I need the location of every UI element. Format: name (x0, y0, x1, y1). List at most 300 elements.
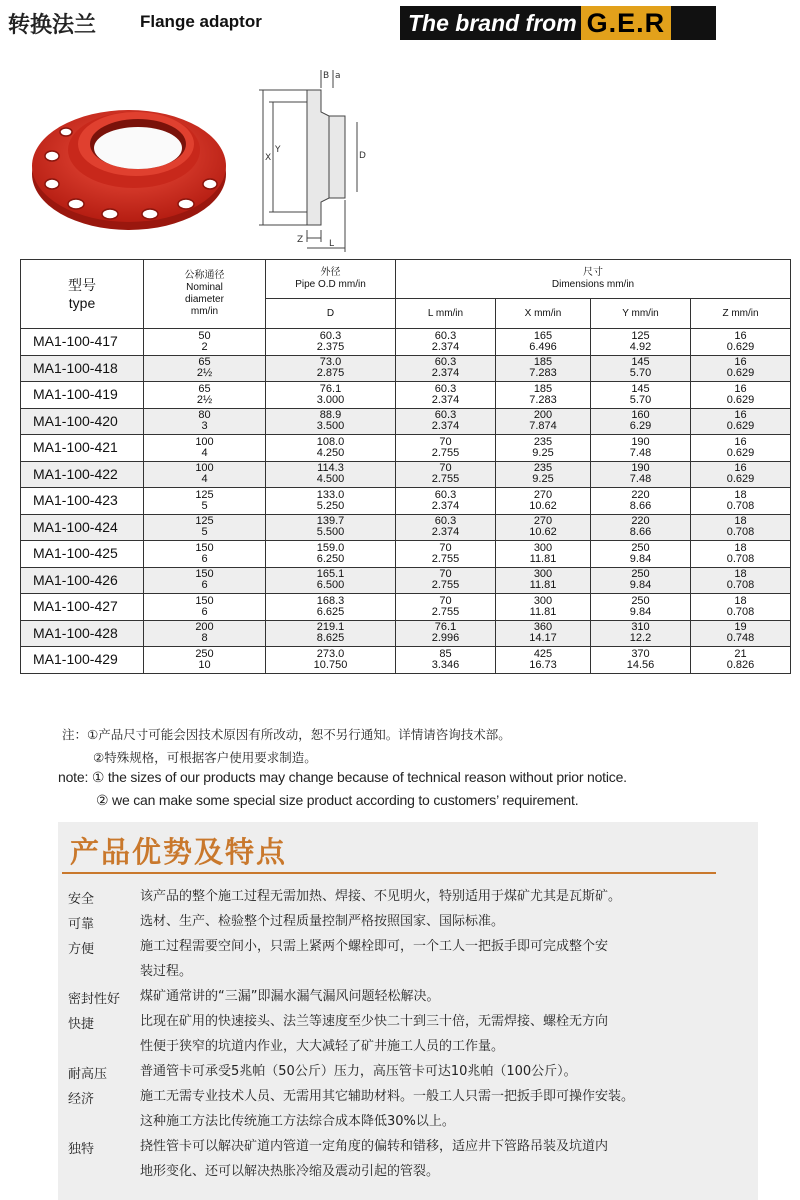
y-cell (591, 647, 691, 674)
feature-text: 比现在矿用的快速接头、法兰等速度至少快二十到三十倍，无需焊接、螺栓无方向 (140, 1014, 609, 1029)
od-cell (266, 594, 396, 621)
note-cn-2: ②特殊规格，可根据客户使用要求制造。 (93, 750, 317, 765)
dim-d-label: D (359, 151, 366, 161)
x-mm-value: 185 (533, 382, 553, 395)
x-cell (496, 647, 591, 674)
note-cn-1: 注：①产品尺寸可能会因技术原因有所改动，恕不另行通知。详情请咨询技术部。 (62, 727, 511, 742)
z-mm-value: 18 (734, 568, 747, 581)
od-mm-value: 133.0 (316, 488, 345, 501)
l-cell (396, 488, 496, 515)
feature-text: 普通管卡可承受5兆帕（50公斤）压力，高压管卡可达10兆帕（100公斤）。 (140, 1064, 577, 1079)
dim-z-label: Z (297, 235, 304, 245)
l-in-value: 3.346 (431, 658, 460, 671)
type-cell: MA1-100-418 (21, 355, 144, 382)
dim-header-cn: 尺寸 (583, 267, 603, 278)
feature-label: 快捷 (68, 1017, 95, 1032)
z-mm-value: 21 (734, 647, 747, 660)
z-cell (691, 541, 791, 568)
y-cell (591, 514, 691, 541)
x-cell (496, 408, 591, 435)
nominal-cell (144, 435, 266, 462)
feature-text: 挠性管卡可以解决矿道内管道一定角度的偏转和错移，适应井下管路吊装及坑道内 (140, 1139, 609, 1154)
l-in-value: 2.755 (431, 473, 460, 486)
nominal-in-value: 2 (201, 340, 208, 353)
y-in-value: 9.84 (629, 605, 652, 618)
y-mm-value: 190 (631, 435, 650, 448)
y-in-value: 7.48 (629, 446, 652, 459)
features-title: 产品优势及特点 (70, 835, 288, 869)
page-title-en: Flange adaptor (140, 12, 262, 31)
flange-photo (30, 86, 228, 232)
nominal-in-value: 6 (201, 605, 208, 618)
nominal-in-value: 6 (201, 579, 208, 592)
nominal-mm-value: 50 (198, 329, 211, 342)
od-cell (266, 329, 396, 356)
x-cell (496, 567, 591, 594)
table-row (21, 329, 791, 356)
feature-text: 性便于狭窄的坑道内作业，大大减轻了矿井施工人员的工作量。 (140, 1039, 505, 1054)
y-mm-value: 250 (631, 594, 650, 607)
l-mm-value: 60.3 (434, 515, 457, 528)
od-mm-value: 114.3 (317, 462, 344, 475)
l-cell (396, 647, 496, 674)
z-in-value: 0.708 (726, 579, 755, 592)
x-in-value: 7.283 (529, 367, 557, 380)
nominal-mm-value: 125 (195, 515, 214, 528)
feature-label: 可靠 (68, 917, 95, 932)
od-mm-value: 88.9 (319, 409, 342, 422)
col-d-header: D (266, 299, 396, 329)
nominal-in-value: 3 (201, 420, 208, 433)
x-cell (496, 461, 591, 488)
l-in-value: 2.374 (431, 367, 460, 380)
y-mm-value: 125 (631, 329, 650, 342)
y-in-value: 5.70 (629, 393, 652, 406)
z-cell (691, 435, 791, 462)
z-cell (691, 329, 791, 356)
y-mm-value: 250 (631, 541, 650, 554)
table-row (21, 647, 791, 674)
l-mm-value: 85 (439, 647, 452, 660)
l-cell (396, 514, 496, 541)
l-in-value: 2.755 (431, 605, 460, 618)
x-cell (496, 594, 591, 621)
nominal-cell (144, 541, 266, 568)
x-cell (496, 382, 591, 409)
y-cell (591, 329, 691, 356)
y-cell (591, 382, 691, 409)
x-cell (496, 355, 591, 382)
x-in-value: 11.81 (529, 552, 557, 565)
feature-label: 独特 (68, 1142, 95, 1157)
z-mm-value: 16 (734, 435, 747, 448)
x-cell (496, 620, 591, 647)
type-cell: MA1-100-424 (21, 514, 144, 541)
nominal-in-value: 4 (201, 446, 208, 459)
feature-text: 煤矿通常讲的“三漏”即漏水漏气漏风问题轻松解决。 (140, 989, 440, 1004)
col-y-header: Y mm/in (591, 299, 691, 329)
type-cell: MA1-100-423 (21, 488, 144, 515)
z-in-value: 0.629 (726, 446, 755, 459)
table-row (21, 594, 791, 621)
x-mm-value: 235 (533, 435, 553, 448)
y-in-value: 12.2 (629, 632, 652, 645)
dim-header-en: Dimensions mm/in (551, 279, 635, 290)
nominal-cell (144, 461, 266, 488)
y-mm-value: 220 (631, 488, 650, 501)
z-in-value: 0.708 (726, 526, 755, 539)
y-in-value: 7.48 (629, 473, 652, 486)
x-mm-value: 425 (533, 647, 553, 660)
x-in-value: 10.62 (529, 526, 557, 539)
dim-a-label: a (335, 71, 341, 81)
nominal-in-value: 10 (198, 658, 211, 671)
l-cell (396, 461, 496, 488)
z-cell (691, 594, 791, 621)
l-cell (396, 382, 496, 409)
nominal-cell (144, 620, 266, 647)
y-mm-value: 220 (631, 515, 650, 528)
y-cell (591, 408, 691, 435)
y-cell (591, 461, 691, 488)
type-cell: MA1-100-428 (21, 620, 144, 647)
feature-text: 地形变化、还可以解决热胀冷缩及震动引起的管裂。 (140, 1164, 440, 1179)
nominal-column-header (144, 260, 266, 329)
od-mm-value: 159.0 (316, 541, 345, 554)
l-in-value: 2.374 (431, 499, 460, 512)
dimensions-header (396, 260, 791, 299)
l-cell (396, 408, 496, 435)
table-row (21, 461, 791, 488)
y-mm-value: 310 (631, 621, 650, 634)
od-cell (266, 382, 396, 409)
z-mm-value: 18 (734, 594, 747, 607)
table-row (21, 541, 791, 568)
l-mm-value: 60.3 (434, 356, 457, 369)
pipe-header-cn: 外径 (320, 267, 341, 278)
y-mm-value: 250 (631, 568, 650, 581)
od-mm-value: 219.1 (316, 621, 345, 634)
od-mm-value: 108.0 (316, 435, 345, 448)
nominal-mm-value: 125 (195, 488, 214, 501)
type-cell: MA1-100-419 (21, 382, 144, 409)
z-in-value: 0.708 (726, 499, 755, 512)
type-cell: MA1-100-426 (21, 567, 144, 594)
l-in-value: 2.374 (431, 393, 460, 406)
x-mm-value: 300 (533, 541, 553, 554)
dim-l-label: L (329, 239, 335, 249)
nominal-cell (144, 355, 266, 382)
nominal-in-value: 2½ (196, 367, 213, 380)
y-cell (591, 435, 691, 462)
l-mm-value: 60.3 (434, 488, 457, 501)
table-row (21, 514, 791, 541)
l-in-value: 2.755 (431, 552, 460, 565)
z-cell (691, 647, 791, 674)
y-mm-value: 160 (631, 409, 650, 422)
z-in-value: 0.629 (726, 340, 755, 353)
y-cell (591, 620, 691, 647)
l-mm-value: 60.3 (434, 329, 457, 342)
feature-text: 这种施工方法比传统施工方法综合成本降低30%以上。 (140, 1114, 455, 1129)
type-cell: MA1-100-427 (21, 594, 144, 621)
dim-y-label: Y (275, 145, 281, 155)
od-in-value: 5.250 (316, 499, 345, 512)
z-in-value: 0.748 (726, 632, 755, 645)
od-cell (266, 488, 396, 515)
l-mm-value: 76.1 (434, 621, 457, 634)
nominal-in-value: 2½ (196, 393, 213, 406)
od-in-value: 2.375 (316, 340, 345, 353)
l-cell (396, 620, 496, 647)
feature-text: 该产品的整个施工过程无需加热、焊接、不见明火，特别适用于煤矿尤其是瓦斯矿。 (140, 889, 622, 904)
l-cell (396, 594, 496, 621)
l-mm-value: 70 (439, 568, 452, 581)
dim-x-label: X (265, 153, 272, 163)
l-mm-value: 70 (439, 435, 452, 448)
nominal-header-en1: Nominal (186, 282, 223, 293)
x-mm-value: 360 (533, 621, 553, 634)
x-in-value: 11.81 (529, 579, 557, 592)
od-mm-value: 73.0 (319, 356, 342, 369)
x-mm-value: 300 (533, 568, 553, 581)
y-cell (591, 541, 691, 568)
feature-label: 安全 (68, 892, 95, 907)
od-cell (266, 514, 396, 541)
col-z-header: Z mm/in (691, 299, 791, 329)
type-column-header (21, 260, 144, 329)
x-cell (496, 435, 591, 462)
table-row (21, 382, 791, 409)
y-in-value: 8.66 (629, 499, 652, 512)
od-cell (266, 567, 396, 594)
x-in-value: 10.62 (529, 499, 557, 512)
od-mm-value: 165.1 (316, 568, 345, 581)
z-mm-value: 18 (734, 515, 747, 528)
z-in-value: 0.826 (726, 658, 755, 671)
x-mm-value: 200 (533, 409, 553, 422)
cross-section-drawing (245, 60, 375, 255)
y-mm-value: 190 (631, 462, 650, 475)
nominal-cell (144, 408, 266, 435)
od-in-value: 8.625 (316, 632, 345, 645)
x-cell (496, 329, 591, 356)
nominal-mm-value: 150 (195, 568, 214, 581)
od-in-value: 3.000 (316, 393, 345, 406)
nominal-cell (144, 488, 266, 515)
od-mm-value: 60.3 (319, 329, 342, 342)
x-in-value: 9.25 (532, 473, 554, 486)
od-cell (266, 355, 396, 382)
dim-b-label: B (323, 71, 330, 81)
l-mm-value: 70 (439, 462, 452, 475)
x-in-value: 16.73 (529, 658, 557, 671)
nominal-mm-value: 100 (195, 435, 214, 448)
feature-label: 方便 (68, 942, 95, 957)
od-in-value: 6.625 (316, 605, 345, 618)
x-mm-value: 270 (533, 515, 553, 528)
x-in-value: 11.81 (529, 605, 557, 618)
y-in-value: 9.84 (629, 579, 652, 592)
y-in-value: 8.66 (629, 526, 652, 539)
nominal-cell (144, 567, 266, 594)
spec-table (20, 259, 791, 674)
nominal-cell (144, 647, 266, 674)
z-mm-value: 19 (734, 621, 747, 634)
y-mm-value: 145 (631, 356, 650, 369)
features-divider (62, 872, 716, 874)
nominal-cell (144, 514, 266, 541)
nominal-mm-value: 80 (198, 409, 211, 422)
note-en-1: note: ① the sizes of our products may change because of technical reason without prior notice. (58, 769, 627, 785)
z-in-value: 0.629 (726, 420, 755, 433)
feature-text: 选材、生产、检验整个过程质量控制严格按照国家、国际标准。 (140, 914, 505, 929)
brand-text: The brand from (408, 9, 577, 36)
nominal-in-value: 6 (201, 552, 208, 565)
nominal-mm-value: 150 (195, 594, 214, 607)
col-l-header: L mm/in (396, 299, 496, 329)
nominal-in-value: 5 (201, 499, 208, 512)
nominal-mm-value: 100 (195, 462, 214, 475)
table-row (21, 408, 791, 435)
z-mm-value: 16 (734, 356, 747, 369)
y-in-value: 14.56 (626, 658, 655, 671)
l-in-value: 2.755 (431, 579, 460, 592)
z-cell (691, 382, 791, 409)
y-in-value: 4.92 (629, 340, 652, 353)
od-cell (266, 408, 396, 435)
l-mm-value: 60.3 (434, 409, 457, 422)
x-in-value: 14.17 (529, 632, 557, 645)
table-row (21, 567, 791, 594)
type-cell: MA1-100-417 (21, 329, 144, 356)
x-mm-value: 165 (533, 329, 553, 342)
z-in-value: 0.708 (726, 552, 755, 565)
z-mm-value: 16 (734, 382, 747, 395)
nominal-mm-value: 150 (195, 541, 214, 554)
feature-label: 经济 (68, 1092, 95, 1107)
od-cell (266, 620, 396, 647)
nominal-header-en2: diameter (185, 294, 224, 305)
l-cell (396, 567, 496, 594)
l-cell (396, 435, 496, 462)
z-in-value: 0.708 (726, 605, 755, 618)
z-mm-value: 18 (734, 488, 747, 501)
od-in-value: 4.500 (316, 473, 345, 486)
z-in-value: 0.629 (726, 393, 755, 406)
feature-text: 施工无需专业技术人员、无需用其它辅助材料。一般工人只需一把扳手即可操作安装。 (140, 1089, 635, 1104)
z-in-value: 0.629 (726, 367, 755, 380)
y-in-value: 6.29 (629, 420, 652, 433)
od-in-value: 3.500 (316, 420, 345, 433)
page-title-cn: 转换法兰 (8, 13, 97, 38)
z-cell (691, 408, 791, 435)
y-cell (591, 567, 691, 594)
x-in-value: 7.283 (529, 393, 557, 406)
l-cell (396, 541, 496, 568)
od-cell (266, 435, 396, 462)
table-row (21, 435, 791, 462)
z-mm-value: 16 (734, 329, 747, 342)
feature-label: 密封性好 (68, 992, 121, 1007)
nominal-in-value: 8 (201, 632, 208, 645)
pipe-header-en: Pipe O.D mm/in (295, 279, 366, 290)
feature-label: 耐高压 (68, 1067, 108, 1082)
l-in-value: 2.374 (431, 340, 460, 353)
z-cell (691, 567, 791, 594)
y-mm-value: 370 (631, 647, 650, 660)
od-in-value: 10.750 (313, 658, 348, 671)
nominal-cell (144, 382, 266, 409)
brand-logo: G.E.R (581, 6, 672, 40)
od-mm-value: 168.3 (316, 594, 345, 607)
od-mm-value: 273.0 (316, 647, 345, 660)
z-cell (691, 620, 791, 647)
od-in-value: 4.250 (316, 446, 345, 459)
type-cell: MA1-100-429 (21, 647, 144, 674)
od-in-value: 6.500 (316, 579, 345, 592)
x-mm-value: 185 (533, 356, 553, 369)
l-mm-value: 70 (439, 594, 452, 607)
z-in-value: 0.629 (726, 473, 755, 486)
od-mm-value: 139.7 (316, 515, 345, 528)
x-in-value: 6.496 (529, 340, 557, 353)
x-cell (496, 541, 591, 568)
l-in-value: 2.374 (431, 420, 460, 433)
table-row (21, 488, 791, 515)
z-mm-value: 18 (734, 541, 747, 554)
z-cell (691, 461, 791, 488)
x-mm-value: 270 (533, 488, 553, 501)
od-in-value: 5.500 (316, 526, 345, 539)
nominal-mm-value: 65 (198, 356, 211, 369)
x-cell (496, 514, 591, 541)
feature-text: 施工过程需要空间小，只需上紧两个螺栓即可，一个工人一把扳手即可完成整个安 (140, 939, 609, 954)
col-x-header: X mm/in (496, 299, 591, 329)
nominal-header-cn: 公称通径 (184, 270, 225, 281)
feature-text: 装过程。 (140, 964, 193, 979)
y-in-value: 5.70 (629, 367, 652, 380)
l-mm-value: 60.3 (434, 382, 457, 395)
type-cell: MA1-100-422 (21, 461, 144, 488)
x-in-value: 7.874 (529, 420, 557, 433)
y-mm-value: 145 (631, 382, 650, 395)
l-mm-value: 70 (439, 541, 452, 554)
z-mm-value: 16 (734, 462, 747, 475)
l-in-value: 2.996 (431, 632, 460, 645)
y-in-value: 9.84 (629, 552, 652, 565)
type-header-cn: 型号 (68, 277, 96, 293)
od-cell (266, 647, 396, 674)
table-row (21, 355, 791, 382)
l-in-value: 2.755 (431, 446, 460, 459)
nominal-cell (144, 329, 266, 356)
l-cell (396, 329, 496, 356)
x-in-value: 9.25 (532, 446, 554, 459)
type-cell: MA1-100-420 (21, 408, 144, 435)
nominal-in-value: 4 (201, 473, 208, 486)
table-row (21, 620, 791, 647)
od-in-value: 6.250 (316, 552, 345, 565)
od-cell (266, 541, 396, 568)
brand-banner (400, 6, 716, 40)
pipe-od-header (266, 260, 396, 299)
od-mm-value: 76.1 (319, 382, 342, 395)
z-cell (691, 355, 791, 382)
l-cell (396, 355, 496, 382)
od-in-value: 2.875 (316, 367, 345, 380)
note-en-2: ② we can make some special size product according to customers’ requirement. (96, 792, 579, 808)
